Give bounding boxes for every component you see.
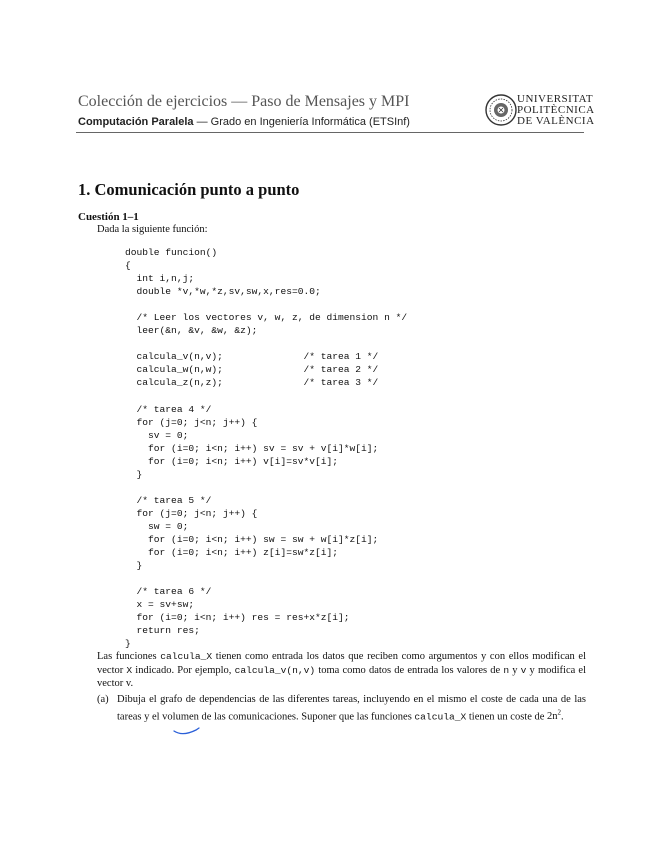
logo-line-3: DE VALÈNCIA [517, 115, 595, 127]
handwritten-underline [172, 724, 202, 736]
university-seal-icon [486, 95, 516, 125]
document-title: Colección de ejercicios — Paso de Mensajes y MPI [78, 93, 410, 110]
section-heading: 1. Comunicación punto a punto [78, 180, 300, 199]
cost-expression: $2n^2$ [547, 708, 562, 723]
university-wordmark [517, 94, 595, 127]
logo-line-1: UNIVERSITAT [517, 93, 594, 105]
explanation-paragraph: Las funciones calcula_X tienen como entrada los datos que reciben como argumentos y con ellos modifican el vector X indicado. Por ejemplo, calcula_v(n,v) toma como datos de entrada los valores de n y v y modifica el vector v. [97, 651, 586, 690]
question-intro: Dada la siguiente función: [97, 224, 208, 235]
code-listing: double funcion() { int i,n,j; double *v,*w,*z,sv,sw,x,res=0.0; /* Leer los vectores v, w, z, de dimension n */ leer(&n, &v, &w, &z); calcula_v(n,v); /* tarea 1 */ calcula_w(n,w); /* tarea 2 */ calcula_z(n,z); /* tarea 3 */ /* tarea 4 */ for (j=0; j<n; j++) { sv = 0; for (i=0; i<n; i++) sv = sv + v[i]*w[i]; for (i=0; i<n; i++) v[i]=sv*v[i]; } /* tarea 5 */ for (j=0; j<n; j++) { sw = 0; for (i=0; i<n; i++) sw = sw + w[i]*z[i]; for (i=0; i<n; i++) z[i]=sw*z[i]; } /* tarea 6 */ x = sv+sw; for (i=0; i<n; i++) res = res+x*z[i]; return res; } [125, 247, 408, 650]
degree-name: — Grado en Ingeniería Informática (ETSInf) [193, 116, 410, 128]
item-a-text: Dibuja el grafo de dependencias de las diferentes tareas, incluyendo en el mismo el coste de cada una de las tareas y el volumen de las comunicaciones. Suponer que las funciones calcula_X tienen un coste de $2n^2$. [117, 694, 586, 723]
header-rule [76, 132, 584, 133]
course-name: Computación Paralela [78, 116, 194, 128]
item-a-label: (a) [97, 694, 109, 705]
question-label: Cuestión 1–1 [78, 211, 139, 223]
logo-line-2: POLITÈCNICA [517, 104, 595, 116]
document-subtitle [78, 116, 410, 128]
